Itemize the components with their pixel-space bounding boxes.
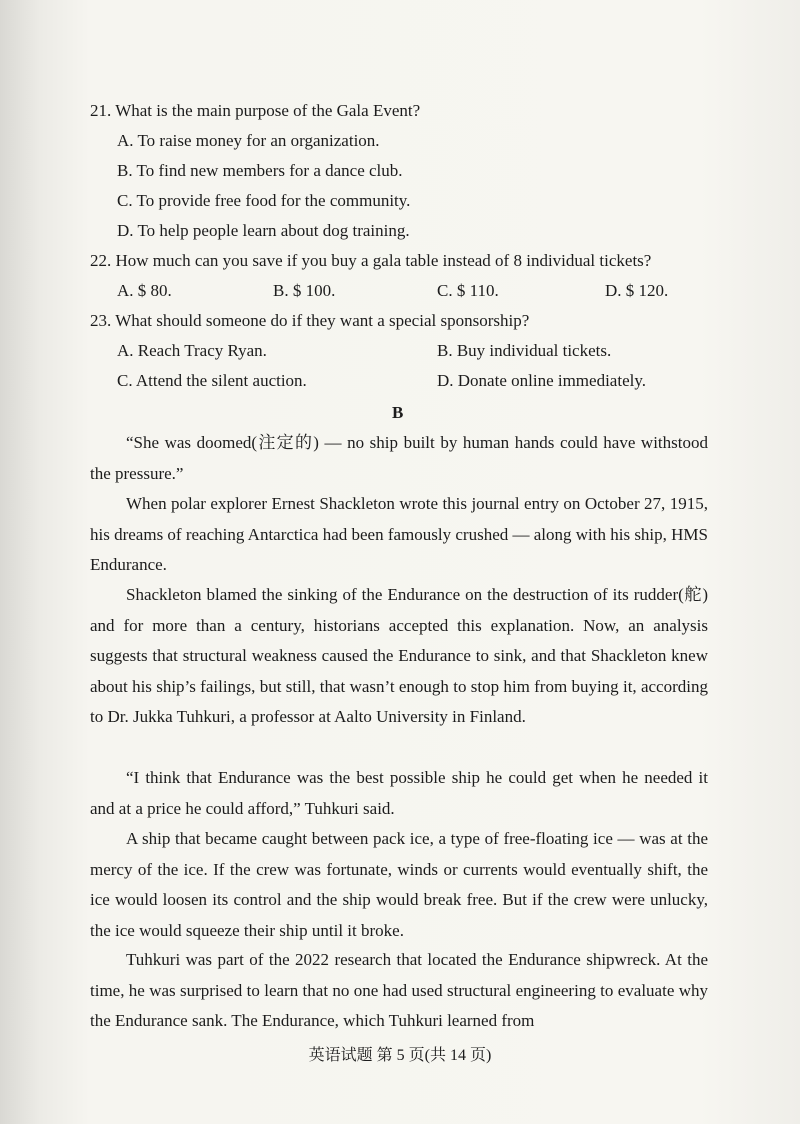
question-23-option-b: B. Buy individual tickets.	[437, 341, 612, 360]
passage-paragraph-3: Shackleton blamed the sinking of the Endurance on the destruction of its rudder(舵) and for more than a century, historians accepted this explanation. Now, an analysis suggests that structural weakness caused the Endurance to sink, and that Shackleton knew about his ship’s failings, but still, that wasn’t enough to stop him from buying it, according to Dr. Jukka Tuhkuri, a professor at Aalto University in Finland.	[90, 585, 708, 726]
passage-paragraph-4: “I think that Endurance was the best possible ship he could get when he needed it and at a price he could afford,” Tuhkuri said.	[90, 768, 708, 818]
question-21-stem: 21. What is the main purpose of the Gala Event?	[90, 101, 421, 120]
question-23-option-d: D. Donate online immediately.	[437, 371, 646, 390]
question-21-option-c: C. To provide free food for the community.	[117, 191, 411, 210]
question-21-option-d: D. To help people learn about dog training.	[117, 221, 410, 240]
question-23-option-a: A. Reach Tracy Ryan.	[117, 341, 267, 360]
question-22-option-a: A. $ 80.	[117, 281, 172, 300]
question-23-stem: 23. What should someone do if they want a special sponsorship?	[90, 311, 530, 330]
question-22-option-c: C. $ 110.	[437, 281, 499, 300]
passage-paragraph-6: Tuhkuri was part of the 2022 research that located the Endurance shipwreck. At the time, he was surprised to learn that no one had used structural engineering to evaluate why the Endurance sank. The Endurance, which Tuhkuri learned from	[90, 950, 708, 1030]
question-22-option-d: D. $ 120.	[605, 281, 669, 300]
question-23-option-c: C. Attend the silent auction.	[117, 371, 307, 390]
page-footer: 英语试题 第 5 页(共 14 页)	[308, 1047, 492, 1064]
question-21-option-b: B. To find new members for a dance club.	[117, 161, 403, 180]
section-label: B	[392, 403, 404, 422]
question-22-stem: 22. How much can you save if you buy a gala table instead of 8 individual tickets?	[90, 251, 652, 270]
question-22-option-b: B. $ 100.	[273, 281, 336, 300]
passage-paragraph-1: “She was doomed(注定的) — no ship built by human hands could have withstood the pressure.”	[90, 433, 708, 483]
passage-paragraph-2: When polar explorer Ernest Shackleton wrote this journal entry on October 27, 1915, his dreams of reaching Antarctica had been famously crushed — along with his ship, HMS Endurance.	[90, 494, 709, 574]
passage-paragraph-5: A ship that became caught between pack ice, a type of free-floating ice — was at the mercy of the ice. If the crew was fortunate, winds or currents would eventually shift, the ice would loosen its control and the ship would break free. But if the crew were unlucky, the ice would squeeze their ship until it broke.	[90, 829, 708, 940]
question-21-option-a: A. To raise money for an organization.	[117, 131, 380, 150]
